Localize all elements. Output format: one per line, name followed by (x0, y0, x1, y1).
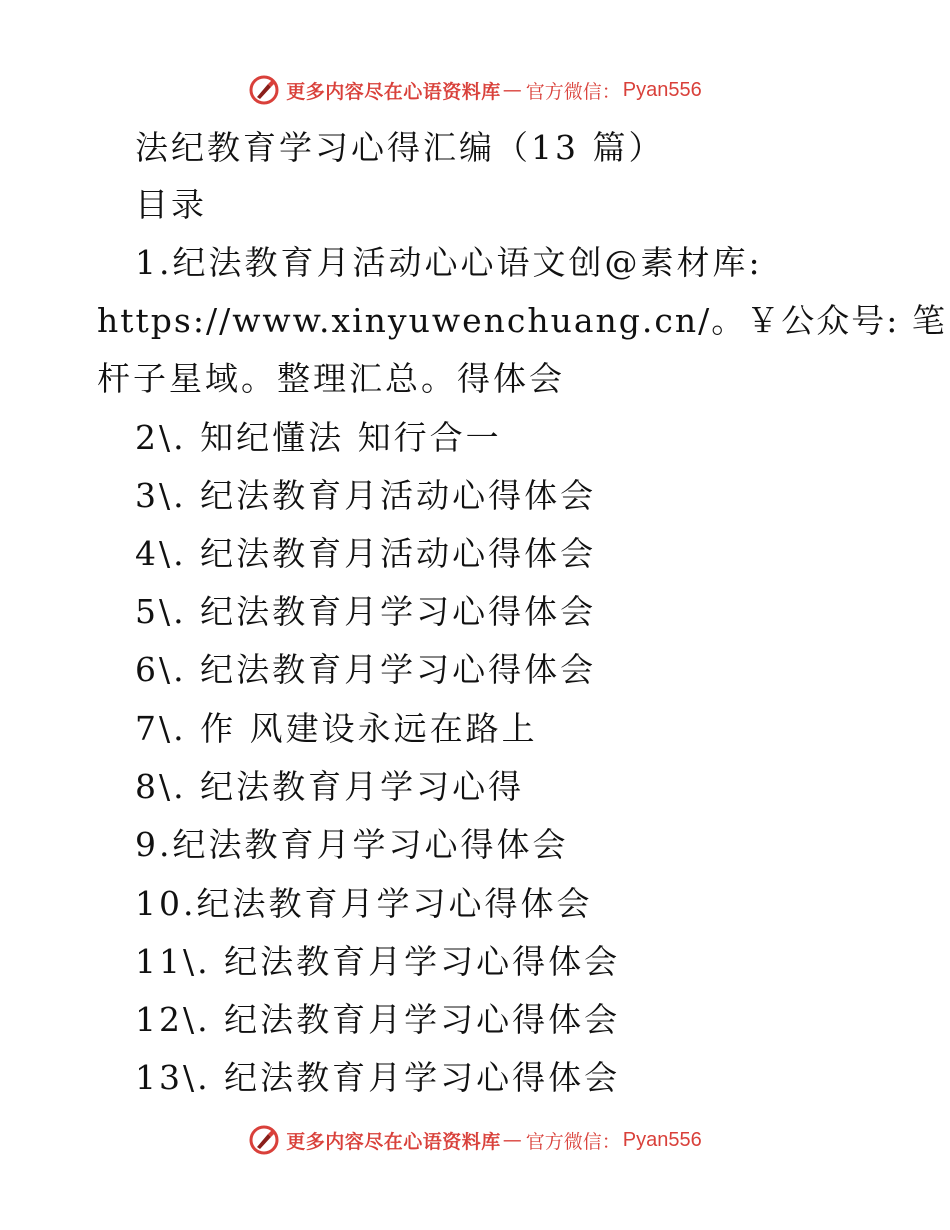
toc-item: 3\. 纪法教育月活动心得体会 (135, 476, 597, 515)
toc-item: 7\. 作 风建设永远在路上 (135, 709, 538, 748)
toc-item: 9.纪法教育月学习心得体会 (135, 825, 569, 864)
header-banner (0, 72, 950, 108)
red-pen-circle-logo-icon (248, 1124, 280, 1156)
toc-item-1-line-3: 杆子星域。整理汇总。得体会 (97, 359, 565, 398)
red-pen-circle-logo-icon (248, 74, 280, 106)
toc-item: 5\. 纪法教育月学习心得体会 (135, 592, 597, 631)
toc-item: 10.纪法教育月学习心得体会 (135, 884, 593, 923)
toc-item: 2\. 知纪懂法 知行合一 (135, 418, 502, 457)
toc-item: 13\. 纪法教育月学习心得体会 (135, 1058, 621, 1097)
toc-heading: 目录 (135, 185, 207, 224)
toc-item-1-line-1: 1.纪法教育月活动心心语文创@素材库: (135, 243, 763, 282)
footer-wechat-label: 官方微信： (525, 1130, 621, 1153)
header-wechat-label: 官方微信： (525, 80, 621, 103)
header-banner-separator: — (502, 79, 522, 101)
document-title: 法纪教育学习心得汇编（13 篇） (135, 128, 665, 167)
toc-item: 11\. 纪法教育月学习心得体会 (135, 942, 621, 981)
footer-banner (0, 1122, 950, 1158)
header-wechat-id: Pyan556 (622, 78, 702, 101)
toc-item: 12\. 纪法教育月学习心得体会 (135, 1000, 621, 1039)
footer-wechat-id: Pyan556 (622, 1128, 702, 1151)
header-banner-text: 更多内容尽在心语资料库 (286, 80, 501, 103)
toc-item: 8\. 纪法教育月学习心得 (135, 767, 525, 806)
footer-banner-text: 更多内容尽在心语资料库 (286, 1130, 501, 1153)
toc-item: 4\. 纪法教育月活动心得体会 (135, 534, 597, 573)
toc-item-1-line-2: https://www.xinyuwenchuang.cn/。￥公众号: 笔 (97, 301, 947, 340)
toc-item: 6\. 纪法教育月学习心得体会 (135, 650, 597, 689)
footer-banner-separator: — (502, 1129, 522, 1151)
